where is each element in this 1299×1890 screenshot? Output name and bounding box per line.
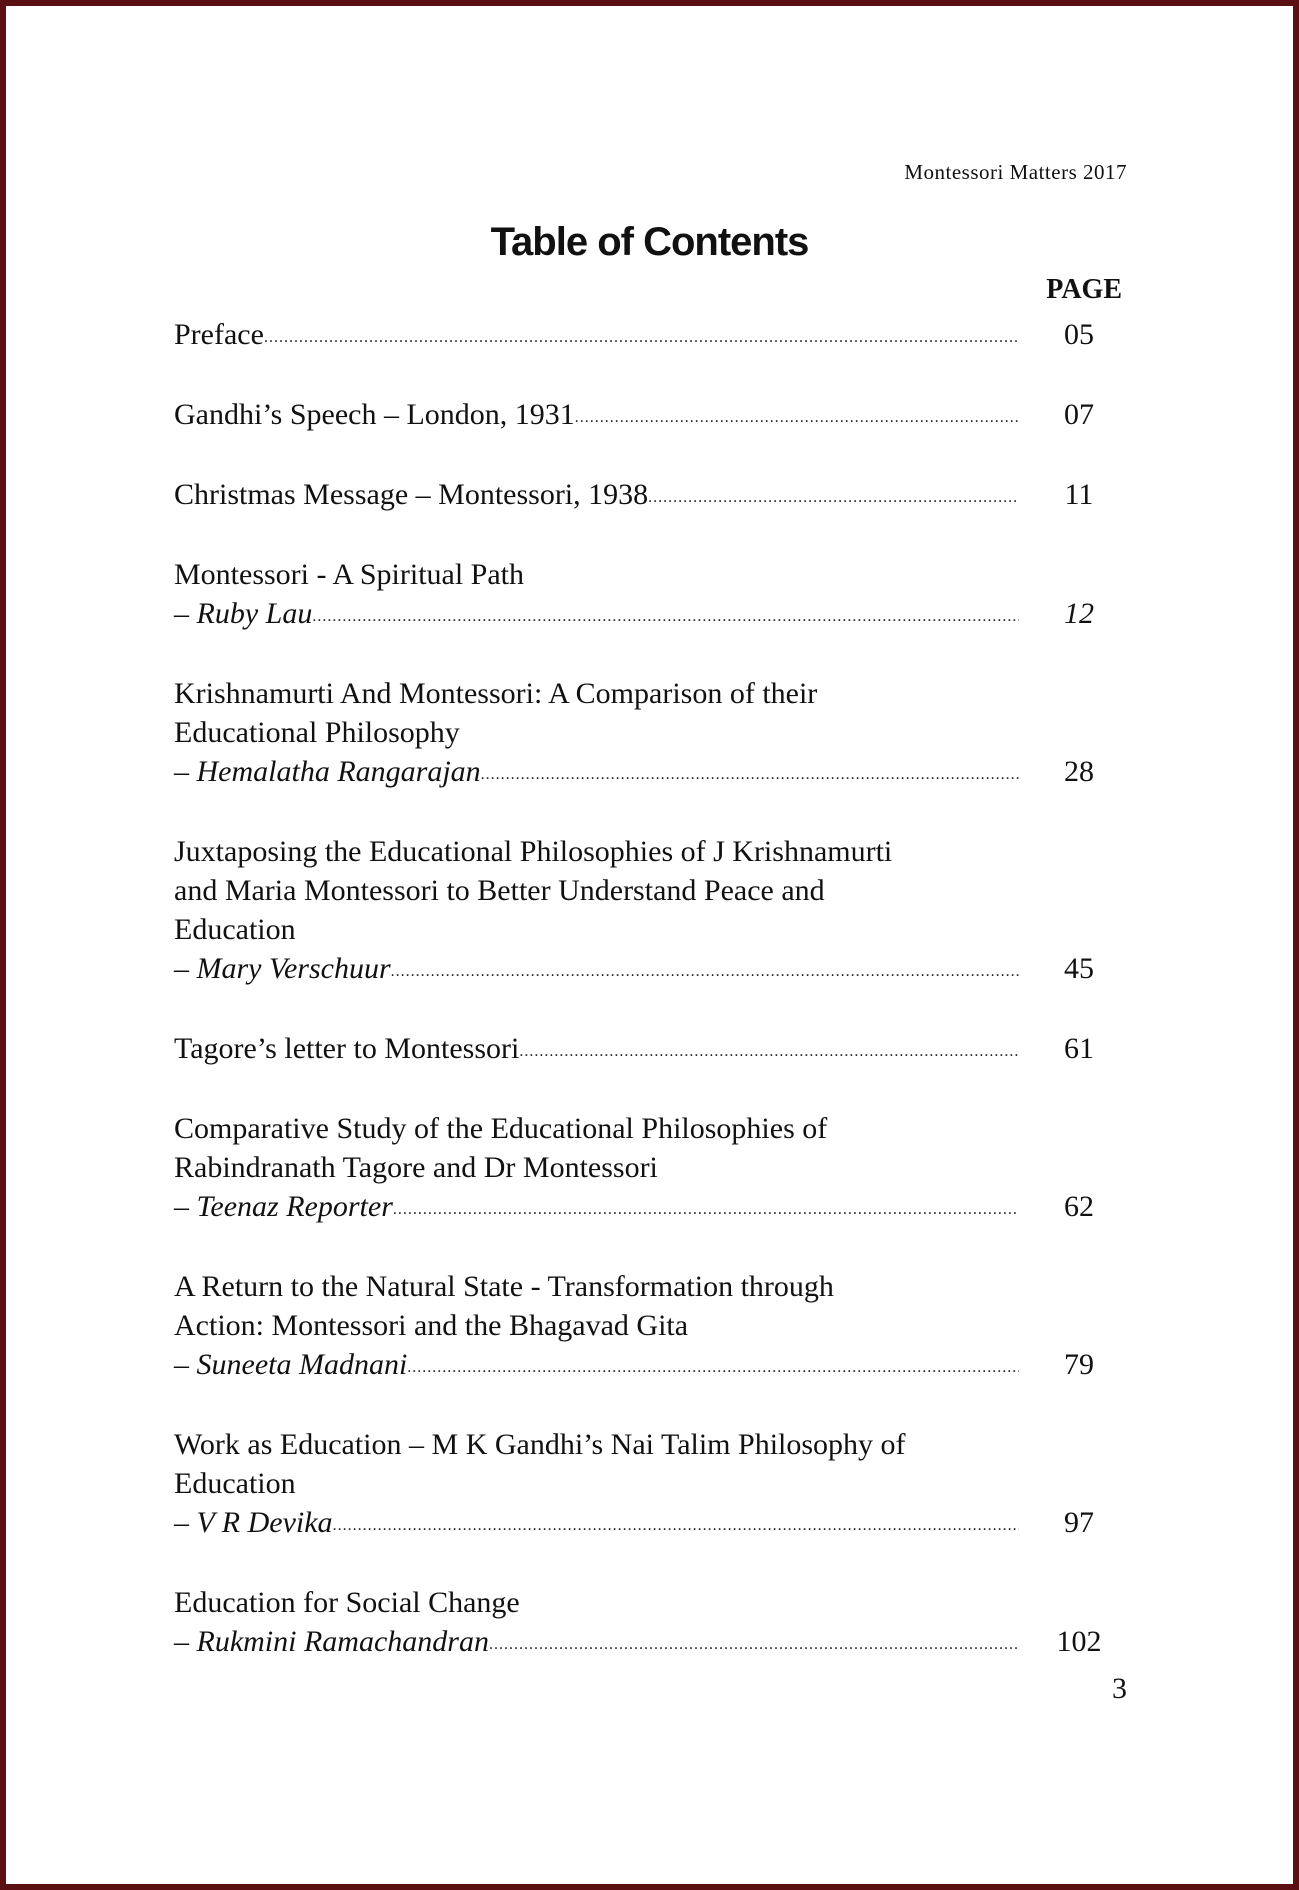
toc-entry [174,1267,1109,1389]
toc-entry [174,395,1109,439]
toc-entry-line [174,1029,1109,1073]
toc-entry-text: Christmas Message – Montessori, 1938 [174,478,649,511]
toc-entry-page: 11 [1064,478,1094,511]
dot-leader [312,597,1019,636]
toc-entry-line [174,1345,1109,1389]
toc-entry-title-line: Work as Education – M K Gandhi’s Nai Talim Philosophy of [174,1428,906,1461]
dot-leader [489,1625,1019,1664]
toc-entry-page: 61 [1064,1032,1094,1065]
toc-entry-page: 62 [1064,1190,1094,1223]
toc-entry-page: 79 [1064,1348,1094,1381]
toc-entry-line [174,1622,1109,1666]
toc-entry-title-line: Montessori - A Spiritual Path [174,558,525,591]
dot-leader [407,1348,1019,1387]
toc-entry-page: 97 [1064,1506,1094,1539]
toc-entry-title-line: Education [174,1467,296,1500]
toc-entry-line [174,315,1109,359]
toc-entry-title-line: and Maria Montessori to Better Understand Peace and [174,874,825,907]
toc-entry-page: 102 [1056,1625,1102,1658]
toc-entry [174,674,1109,796]
toc-entry-title-line: Rabindranath Tagore and Dr Montessori [174,1151,658,1184]
toc-entry-author: Suneeta Madnani [196,1348,408,1381]
dot-leader [391,952,1019,991]
toc-entry-title-line: A Return to the Natural State - Transformation through [174,1270,834,1303]
dot-leader [393,1190,1019,1229]
toc-entry-title-line: Educational Philosophy [174,716,460,749]
toc-entry [174,555,1109,638]
toc-entry-author: Mary Verschuur [196,952,391,985]
toc-entry-author: V R Devika [196,1506,333,1539]
toc-entry [174,1109,1109,1231]
toc-entry-text: – [174,1190,197,1223]
dot-leader [648,478,1019,517]
dot-leader [481,755,1019,794]
toc-entry-lead [174,949,391,988]
toc-entry-lead [174,594,312,633]
toc-entry-author: Teenaz Reporter [196,1190,393,1223]
toc-entry-text: – [174,755,197,788]
toc-entry-lead [174,315,264,354]
toc-entry-author: Rukmini Ramachandran [196,1625,489,1658]
toc-entry [174,832,1109,993]
toc-entry-line [174,395,1109,439]
toc-entry [174,475,1109,519]
toc-entry-page: 07 [1064,398,1094,431]
toc-entry [174,1029,1109,1073]
toc-entry-text: – [174,1506,197,1539]
toc-entry-line [174,475,1109,519]
toc-entry-page: 45 [1064,952,1094,985]
toc-entry-title-line: Krishnamurti And Montessori: A Comparison of their [174,677,818,710]
toc-entry-author: Ruby Lau [196,597,313,630]
toc-entry-lead [174,395,575,434]
toc-entry-text: Preface [174,318,264,351]
dot-leader [519,1032,1019,1071]
toc-entry-line [174,1503,1109,1547]
page-column-label: PAGE [1046,274,1122,305]
toc-entry-line [174,752,1109,796]
toc-entry-title-line: Juxtaposing the Educational Philosophies of J Krishnamurti [174,835,893,868]
toc-entry-title-line: Education for Social Change [174,1586,520,1619]
toc-entry-line [174,949,1109,993]
toc-entry [174,1425,1109,1547]
toc-entry-text: – [174,1348,197,1381]
toc-entry-text: Tagore’s letter to Montessori [174,1032,520,1065]
toc-entry-lead [174,1503,333,1542]
toc-entry-lead [174,1622,489,1661]
running-head: Montessori Matters 2017 [904,160,1127,184]
toc-entry-text: – [174,952,197,985]
toc-entry-page: 12 [1064,597,1094,630]
toc-entry-line [174,1187,1109,1231]
toc-entry-lead [174,1029,519,1068]
dot-leader [575,398,1019,437]
table-of-contents [174,315,1109,1702]
toc-entry-lead [174,1187,393,1226]
toc-entry-lead [174,752,481,791]
toc-entry-title-line: Education [174,913,296,946]
dot-leader [333,1506,1019,1545]
toc-entry-lead [174,475,648,514]
page-title: Table of Contents [490,220,809,264]
toc-entry-lead [174,1345,407,1384]
toc-entry [174,1583,1109,1666]
toc-entry-author: Hemalatha Rangarajan [196,755,481,788]
toc-entry-title-line: Action: Montessori and the Bhagavad Gita [174,1309,689,1342]
toc-entry-line [174,594,1109,638]
toc-entry-page: 28 [1064,755,1094,788]
page-number: 3 [1112,1672,1127,1705]
toc-entry-page: 05 [1064,318,1094,351]
toc-entry-text: – [174,597,197,630]
toc-entry-title-line: Comparative Study of the Educational Philosophies of [174,1112,828,1145]
dot-leader [264,318,1019,357]
toc-entry-text: Gandhi’s Speech – London, 1931 [174,398,575,431]
toc-entry [174,315,1109,359]
toc-entry-text: – [174,1625,197,1658]
